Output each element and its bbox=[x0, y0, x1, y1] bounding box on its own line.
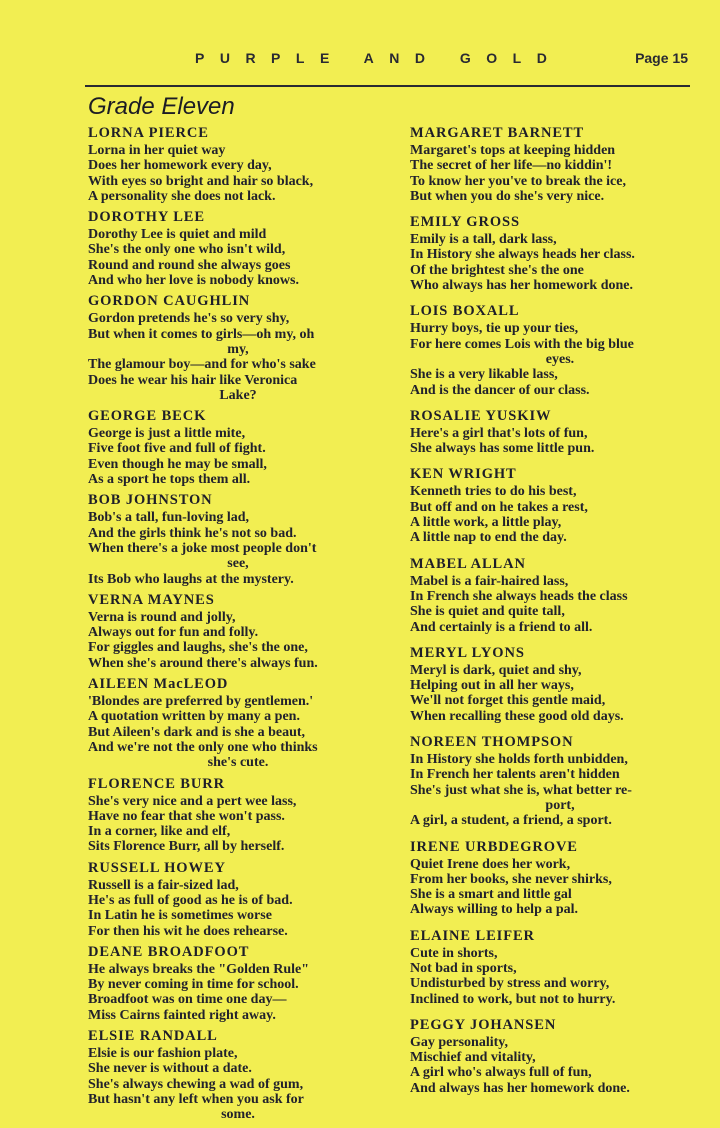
verse-line: Round and round she always goes bbox=[88, 257, 291, 273]
verse-line: When recalling these good old days. bbox=[410, 708, 624, 724]
verse-line: George is just a little mite, bbox=[88, 426, 246, 442]
verse-line: Mabel is a fair-haired lass, bbox=[410, 573, 569, 589]
verse-line: Sits Florence Burr, all by herself. bbox=[88, 839, 285, 855]
verse-line: And certainly is a friend to all. bbox=[410, 619, 593, 635]
verse-line: To know her you've to break the ice, bbox=[410, 173, 626, 189]
page-number: Page 15 bbox=[635, 50, 688, 66]
verse-line: Have no fear that she won't pass. bbox=[88, 808, 285, 824]
poem-entry bbox=[88, 492, 388, 586]
verse-line: Helping out in all her ways, bbox=[410, 678, 574, 694]
verse-line: And always has her homework done. bbox=[410, 1080, 630, 1096]
verse-line: A girl, a student, a friend, a sport. bbox=[410, 813, 612, 829]
verse-line: Hurry boys, tie up your ties, bbox=[410, 321, 579, 337]
student-name: MABEL ALLAN bbox=[410, 555, 526, 572]
student-name: PEGGY JOHANSEN bbox=[410, 1016, 557, 1033]
poem-entry bbox=[88, 860, 388, 939]
poem-entry bbox=[88, 676, 388, 770]
verse-line: He always breaks the "Golden Rule" bbox=[88, 961, 310, 977]
verse-line: She is a smart and little gal bbox=[410, 887, 572, 903]
masthead-title: PURPLE AND GOLD bbox=[195, 50, 563, 66]
verse-line: In French her talents aren't hidden bbox=[410, 767, 620, 783]
verse-line: She always has some little pun. bbox=[410, 441, 595, 457]
verse-line: She's the only one who isn't wild, bbox=[88, 242, 286, 258]
verse-line: Here's a girl that's lots of fun, bbox=[410, 425, 588, 441]
student-name: LOIS BOXALL bbox=[410, 303, 520, 320]
verse-line: some. bbox=[221, 1107, 255, 1123]
verse-line: In a corner, like and elf, bbox=[88, 824, 231, 840]
poem-entry bbox=[88, 209, 388, 288]
page-header bbox=[0, 50, 720, 78]
poem-entry bbox=[410, 556, 710, 635]
poem-entry bbox=[88, 125, 388, 204]
verse-line: She's very nice and a pert wee lass, bbox=[88, 793, 297, 809]
verse-line: With eyes so bright and hair so black, bbox=[88, 173, 314, 189]
verse-line: And who her love is nobody knows. bbox=[88, 273, 299, 289]
poem-entry bbox=[410, 645, 710, 724]
verse-line: Even though he may be small, bbox=[88, 456, 267, 472]
poem-entry bbox=[88, 776, 388, 855]
verse-line: She never is without a date. bbox=[88, 1061, 252, 1077]
verse-line: For then his wit he does rehearse. bbox=[88, 923, 288, 939]
student-name: ELSIE RANDALL bbox=[88, 1028, 218, 1045]
left-column bbox=[88, 125, 388, 1128]
verse-line: Who always has her homework done. bbox=[410, 278, 633, 294]
poem-entry bbox=[88, 1028, 388, 1122]
verse-line: Its Bob who laughs at the mystery. bbox=[88, 571, 294, 587]
verse-line: port, bbox=[545, 797, 575, 813]
verse-line: Always out for fun and folly. bbox=[88, 625, 259, 641]
section-title: Grade Eleven bbox=[88, 93, 235, 120]
student-name: GEORGE BECK bbox=[88, 408, 207, 425]
student-name: ELAINE LEIFER bbox=[410, 927, 535, 944]
poem-entry bbox=[410, 408, 710, 457]
verse-line: He's as full of good as he is of bad. bbox=[88, 892, 293, 908]
verse-line: And we're not the only one who thinks bbox=[88, 739, 318, 755]
poem-entry bbox=[410, 214, 710, 293]
verse-line: From her books, she never shirks, bbox=[410, 871, 612, 887]
verse-line: Five foot five and full of fight. bbox=[88, 441, 266, 457]
verse-line: The glamour boy—and for who's sake bbox=[88, 357, 316, 373]
verse-line: Bob's a tall, fun-loving lad, bbox=[88, 510, 250, 526]
verse-line: In Latin he is sometimes worse bbox=[88, 908, 272, 924]
verse-line: But hasn't any left when you ask for bbox=[88, 1091, 304, 1107]
student-name: AILEEN MacLEOD bbox=[88, 676, 229, 693]
student-name: FLORENCE BURR bbox=[88, 775, 225, 792]
verse-line: Kenneth tries to do his best, bbox=[410, 484, 577, 500]
verse-line: Does her homework every day, bbox=[88, 158, 272, 174]
verse-line: But Aileen's dark and is she a beaut, bbox=[88, 724, 306, 740]
student-name: GORDON CAUGHLIN bbox=[88, 293, 251, 310]
verse-line: Miss Cairns fainted right away. bbox=[88, 1007, 276, 1023]
poem-entry bbox=[88, 592, 388, 671]
verse-line: And the girls think he's not so bad. bbox=[88, 525, 297, 541]
verse-line: A personality she does not lack. bbox=[88, 188, 276, 204]
verse-line: In History she always heads her class. bbox=[410, 247, 635, 263]
student-name: BOB JOHNSTON bbox=[88, 492, 213, 509]
verse-line: And is the dancer of our class. bbox=[410, 382, 590, 398]
poem-entry bbox=[88, 408, 388, 487]
poem-entry bbox=[410, 466, 710, 545]
verse-line: Verna is round and jolly, bbox=[88, 609, 236, 625]
student-name: LORNA PIERCE bbox=[88, 125, 209, 141]
verse-line: For here comes Lois with the big blue bbox=[410, 336, 634, 352]
poem-entry bbox=[410, 303, 710, 397]
verse-line: A little work, a little play, bbox=[410, 515, 562, 531]
verse-line: She is quiet and quite tall, bbox=[410, 604, 565, 620]
verse-line: In French she always heads the class bbox=[410, 588, 628, 604]
verse-line: When she's around there's always fun. bbox=[88, 655, 318, 671]
verse-line: she's cute. bbox=[207, 755, 269, 771]
verse-line: For giggles and laughs, she's the one, bbox=[88, 640, 308, 656]
poem-entry bbox=[88, 293, 388, 403]
student-name: IRENE URBDEGROVE bbox=[410, 838, 578, 855]
verse-line: Mischief and vitality, bbox=[410, 1050, 536, 1066]
student-name: ROSALIE YUSKIW bbox=[410, 407, 552, 424]
poem-entry bbox=[410, 734, 710, 828]
student-name: KEN WRIGHT bbox=[410, 466, 517, 483]
verse-line: Inclined to work, but not to hurry. bbox=[410, 991, 616, 1007]
poem-entry bbox=[410, 1017, 710, 1096]
student-name: EMILY GROSS bbox=[410, 214, 520, 231]
verse-line: A quotation written by many a pen. bbox=[88, 709, 300, 725]
poem-entry bbox=[88, 944, 388, 1023]
verse-line: We'll not forget this gentle maid, bbox=[410, 693, 606, 709]
student-name: DEANE BROADFOOT bbox=[88, 943, 250, 960]
right-column bbox=[410, 125, 710, 1106]
header-rule bbox=[85, 85, 690, 87]
verse-line: Undisturbed by stress and worry, bbox=[410, 976, 610, 992]
poem-entry bbox=[410, 928, 710, 1007]
verse-line: Gay personality, bbox=[410, 1034, 509, 1050]
verse-line: The secret of her life—no kiddin'! bbox=[410, 158, 613, 174]
verse-line: A little nap to end the day. bbox=[410, 530, 567, 546]
verse-line: Quiet Irene does her work, bbox=[410, 856, 571, 872]
verse-line: A girl who's always full of fun, bbox=[410, 1065, 592, 1081]
verse-line: Always willing to help a pal. bbox=[410, 902, 579, 918]
verse-line: Of the brightest she's the one bbox=[410, 262, 584, 278]
verse-line: She's just what she is, what better re- bbox=[410, 782, 632, 798]
verse-line: my, bbox=[227, 341, 249, 357]
verse-line: She's always chewing a wad of gum, bbox=[88, 1076, 304, 1092]
student-name: RUSSELL HOWEY bbox=[88, 859, 226, 876]
verse-line: When there's a joke most people don't bbox=[88, 540, 317, 556]
verse-line: Cute in shorts, bbox=[410, 945, 498, 961]
verse-line: But off and on he takes a rest, bbox=[410, 499, 588, 515]
verse-line: Lorna in her quiet way bbox=[88, 143, 226, 158]
verse-line: 'Blondes are preferred by gentlemen.' bbox=[88, 694, 314, 710]
verse-line: By never coming in time for school. bbox=[88, 977, 299, 993]
verse-line: Lake? bbox=[219, 387, 257, 403]
verse-line: Meryl is dark, quiet and shy, bbox=[410, 662, 582, 678]
verse-line: see, bbox=[227, 556, 249, 572]
verse-line: Dorothy Lee is quiet and mild bbox=[88, 227, 267, 243]
verse-line: Emily is a tall, dark lass, bbox=[410, 232, 557, 248]
verse-line: Elsie is our fashion plate, bbox=[88, 1046, 238, 1062]
verse-line: Broadfoot was on time one day— bbox=[88, 992, 287, 1008]
verse-line: But when you do she's very nice. bbox=[410, 188, 605, 204]
verse-line: Russell is a fair-sized lad, bbox=[88, 877, 239, 893]
verse-line: Margaret's tops at keeping hidden bbox=[410, 143, 616, 158]
verse-line: eyes. bbox=[545, 351, 575, 367]
verse-line: As a sport he tops them all. bbox=[88, 472, 251, 488]
student-name: DOROTHY LEE bbox=[88, 209, 205, 226]
student-name: MARGARET BARNETT bbox=[410, 125, 585, 141]
verse-line: She is a very likable lass, bbox=[410, 367, 558, 383]
student-name: MERYL LYONS bbox=[410, 644, 525, 661]
verse-line: Gordon pretends he's so very shy, bbox=[88, 311, 290, 327]
verse-line: But when it comes to girls—oh my, oh bbox=[88, 326, 315, 342]
verse-line: In History she holds forth unbidden, bbox=[410, 752, 628, 768]
verse-line: Does he wear his hair like Veronica bbox=[88, 372, 298, 388]
poem-entry bbox=[410, 839, 710, 918]
student-name: VERNA MAYNES bbox=[88, 591, 215, 608]
verse-line: Not bad in sports, bbox=[410, 960, 517, 976]
poem-entry bbox=[410, 125, 710, 204]
student-name: NOREEN THOMPSON bbox=[410, 734, 574, 751]
